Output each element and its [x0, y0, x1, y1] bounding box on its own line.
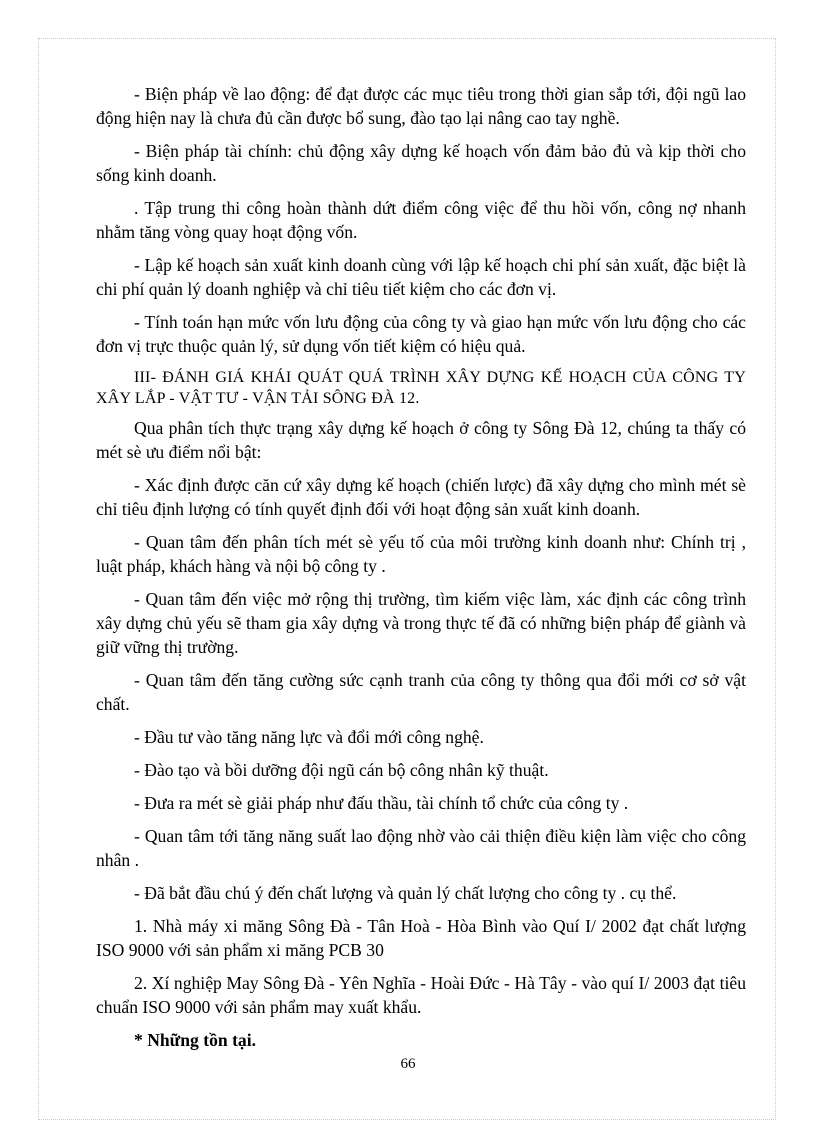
- paragraph-planning-basis: - Xác định được căn cứ xây dựng kế hoạch (chiến lược) đã xây dựng cho mình mét sè chỉ tiêu định lượng có tính quyết định đối với hoạt động sản xuất kinh doanh.: [96, 475, 746, 519]
- paragraph-garment-factory: 2. Xí nghiệp May Sông Đà - Yên Nghĩa - Hoài Đức - Hà Tây - vào quí I/ 2003 đạt tiêu chuẩn ISO 9000 với sản phẩm may xuất khẩu.: [96, 973, 746, 1017]
- paragraph-technology-investment: - Đầu tư vào tăng năng lực và đổi mới công nghệ.: [134, 727, 484, 747]
- paragraph-production-plan: - Lập kế hoạch sản xuất kinh doanh cùng với lập kế hoạch chi phí sản xuất, đặc biệt là chi phí quản lý doanh nghiệp và chỉ tiêu tiết kiệm cho các đơn vị.: [96, 255, 746, 299]
- paragraph-productivity: - Quan tâm tới tăng năng suất lao động nhờ vào cải thiện điều kiện làm việc cho công nhân .: [96, 826, 746, 870]
- paragraph-cement-plant: 1. Nhà máy xi măng Sông Đà - Tân Hoà - Hòa Bình vào Quí I/ 2002 đạt chất lượng ISO 9000 với sản phẩm xi măng PCB 30: [96, 916, 746, 960]
- document-body: [96, 82, 746, 1052]
- paragraph-analysis-intro: Qua phân tích thực trạng xây dựng kế hoạch ở công ty Sông Đà 12, chúng ta thấy có mét sè ưu điểm nổi bật:: [96, 418, 746, 462]
- paragraph-working-capital: - Tính toán hạn mức vốn lưu động của công ty và giao hạn mức vốn lưu động cho các đơn vị trực thuộc quản lý, sử dụng vốn tiết kiệm có hiệu quả.: [96, 312, 746, 356]
- paragraph-construction-focus: . Tập trung thi công hoàn thành dứt điểm công việc để thu hồi vốn, công nợ nhanh nhằm tăng vòng quay hoạt động vốn.: [96, 198, 746, 242]
- page-number: 66: [400, 1056, 416, 1072]
- paragraph-quality-management: - Đã bắt đầu chú ý đến chất lượng và quản lý chất lượng cho công ty . cụ thể.: [134, 883, 677, 903]
- paragraph-staff-training: - Đào tạo và bồi dưỡng đội ngũ cán bộ công nhân kỹ thuật.: [134, 760, 549, 780]
- section-heading-iii: III- ĐÁNH GIÁ KHÁI QUÁT QUÁ TRÌNH XÂY DỰNG KẾ HOẠCH CỦA CÔNG TY XÂY LẮP - VẬT TƯ - VẬN TẢI SÔNG ĐÀ 12.: [96, 369, 746, 407]
- paragraph-competitiveness: - Quan tâm đến tăng cường sức cạnh tranh của công ty thông qua đổi mới cơ sở vật chất.: [96, 670, 746, 714]
- subheading-shortcomings: * Những tồn tại.: [134, 1030, 257, 1050]
- paragraph-finance-measures: - Biện pháp tài chính: chủ động xây dựng kế hoạch vốn đảm bảo đủ và kịp thời cho sống kinh doanh.: [96, 141, 746, 185]
- paragraph-solutions: - Đưa ra mét sè giải pháp như đấu thầu, tài chính tổ chức của công ty .: [134, 793, 629, 813]
- paragraph-market-expansion: - Quan tâm đến việc mở rộng thị trường, tìm kiếm việc làm, xác định các công trình xây dựng chủ yếu sẽ tham gia xây dựng và trong thực tế đã có những biện pháp để giành và giữ vững thị trường.: [96, 589, 746, 657]
- paragraph-labor-measures: - Biện pháp về lao động: để đạt được các mục tiêu trong thời gian sắp tới, đội ngũ lao động hiện nay là chưa đủ cần được bổ sung, đào tạo lại nâng cao tay nghề.: [96, 84, 746, 128]
- paragraph-environment-analysis: - Quan tâm đến phân tích mét sè yếu tố của môi trường kinh doanh như: Chính trị , luật pháp, khách hàng và nội bộ công ty .: [96, 532, 746, 576]
